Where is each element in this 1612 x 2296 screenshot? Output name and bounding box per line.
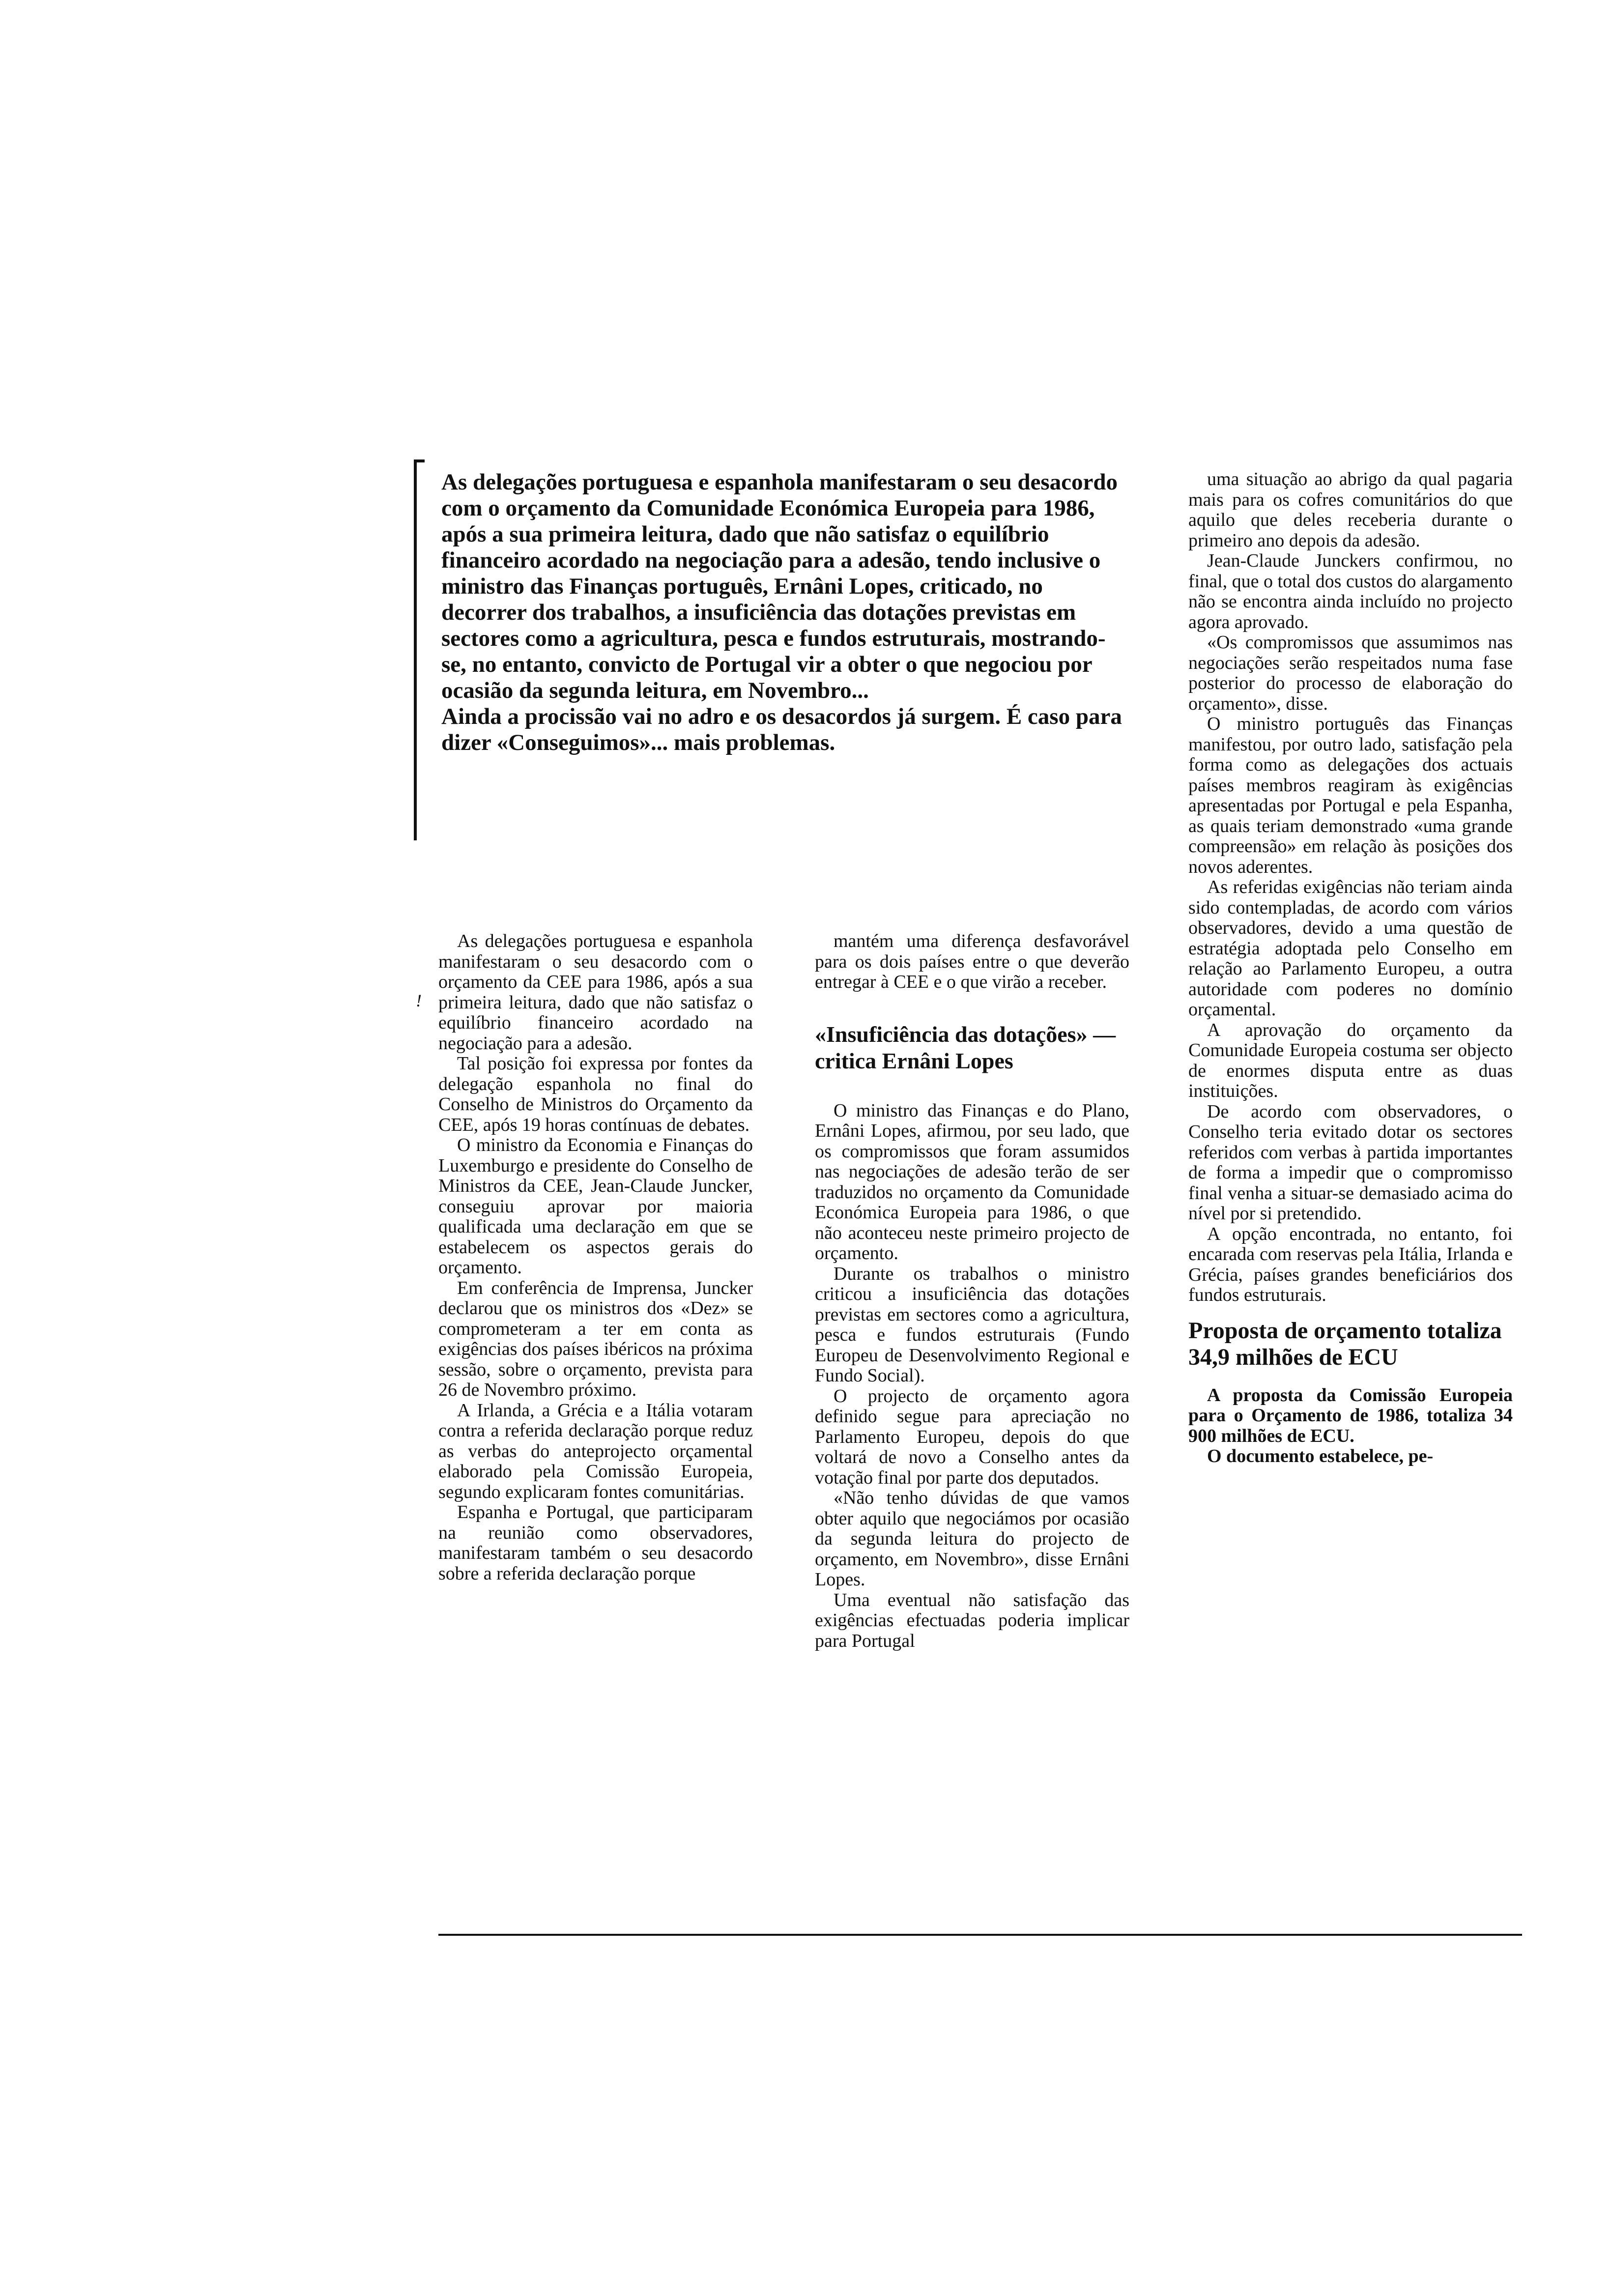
- column-paragraph: Espanha e Portugal, que participaram na reunião como observadores, manifestaram também o seu desacordo sobre a referida declaração porque: [438, 1502, 753, 1584]
- column-paragraph: O projecto de orçamento agora definido segue para apreciação no Parlamento Europeu, depois do que voltará de novo a Conselho antes da votação final por parte dos deputados.: [815, 1385, 1129, 1488]
- lead-vertical-rule: [414, 462, 417, 840]
- column-paragraph: A opção encontrada, no entanto, foi encarada com reservas pela Itália, Irlanda e Grécia, países grandes beneficiários dos fundos estruturais.: [1188, 1223, 1513, 1305]
- column-paragraph: Durante os trabalhos o ministro criticou a insuficiência das dotações previstas em sectores como a agricultura, pesca e fundos estruturais (Fundo Europeu de Desenvolvimento Regional e Fundo Social).: [815, 1263, 1129, 1386]
- column-paragraph: A Irlanda, a Grécia e a Itália votaram contra a referida declaração porque reduz as verbas do anteprojecto orçamental elaborado pela Comissão Europeia, segundo explicaram fontes comunitárias.: [438, 1400, 753, 1502]
- article-column-1: [438, 931, 753, 1584]
- margin-mark: !: [416, 991, 422, 1010]
- article-column-2: [815, 931, 1129, 1651]
- column-paragraph: De acordo com observadores, o Conselho teria evitado dotar os sectores referidos com verbas à partida importantes de forma a impedir que o compromisso final venha a situar-se demasiado acima do nível por si pretendido.: [1188, 1101, 1513, 1224]
- subheading-proposta: Proposta de orçamento totaliza 34,9 milhões de ECU: [1188, 1317, 1502, 1370]
- column-paragraph: As referidas exigências não teriam ainda sido contempladas, de acordo com vários observadores, devido a uma questão de estratégia adoptada pelo Conselho em relação ao Parlamento Europeu, a outra autoridade com poderes no domínio orçamental.: [1188, 877, 1513, 1020]
- article-lead: [441, 469, 1129, 756]
- subheading-insuficiencia: «Insuficiência das dotações» — critica Ernâni Lopes: [815, 1021, 1116, 1073]
- lead-paragraph: As delegações portuguesa e espanhola manifestaram o seu desacordo com o orçamento da Comunidade Económica Europeia para 1986, após a sua primeira leitura, dado que não satisfaz o equilíbrio financeiro acordado na negociação para a adesão, tendo inclusive o ministro das Finanças português, Ernâni Lopes, criticado, no decorrer dos trabalhos, a insuficiência das dotações previstas em sectores como a agricultura, pesca e fundos estruturais, mostrando-se, no entanto, convicto de Portugal vir a obter o que negociou por ocasião da segunda leitura, em Novembro...: [441, 469, 1118, 703]
- column-paragraph: uma situação ao abrigo da qual pagaria mais para os cofres comunitários do que aquilo que deles receberia durante o primeiro ano depois da adesão.: [1188, 469, 1513, 551]
- column-paragraph: «Não tenho dúvidas de que vamos obter aquilo que negociámos por ocasião da segunda leitura do projecto de orçamento, em Novembro», disse Ernâni Lopes.: [815, 1488, 1129, 1590]
- lead-comment: Ainda a procissão vai no adro e os desacordos já surgem. É caso para dizer «Conseguimos»... mais problemas.: [441, 704, 1122, 755]
- column-paragraph: A aprovação do orçamento da Comunidade Europeia costuma ser objecto de enormes disputa entre as duas instituições.: [1188, 1019, 1513, 1101]
- column-paragraph: mantém uma diferença desfavorável para os dois países entre o que deverão entregar à CEE e o que virão a receber.: [815, 931, 1129, 992]
- column-paragraph: O ministro da Economia e Finanças do Luxemburgo e presidente do Conselho de Ministros da CEE, Jean-Claude Juncker, conseguiu aprovar por maioria qualificada uma declaração em que se estabelecem os aspectos gerais do orçamento.: [438, 1135, 753, 1278]
- bottom-rule: [438, 1934, 1522, 1936]
- column-paragraph: O ministro português das Finanças manifestou, por outro lado, satisfação pela forma como as delegações dos actuais países membros reagiram às exigências apresentadas por Portugal e pela Espanha, as quais teriam demonstrado «uma grande compreensão» em relação às posições dos novos aderentes.: [1188, 714, 1513, 877]
- column-paragraph: Tal posição foi expressa por fontes da delegação espanhola no final do Conselho de Ministros do Orçamento da CEE, após 19 horas contínuas de debates.: [438, 1053, 753, 1135]
- column-paragraph: O ministro das Finanças e do Plano, Ernâni Lopes, afirmou, por seu lado, que os compromissos que foram assumidos nas negociações de adesão terão de ser traduzidos no orçamento da Comunidade Económica Europeia para 1986, o que não aconteceu neste primeiro projecto de orçamento.: [815, 1100, 1129, 1263]
- column-paragraph: A proposta da Comissão Europeia para o Orçamento de 1986, totaliza 34 900 milhões de ECU.: [1188, 1384, 1513, 1446]
- column-paragraph: As delegações portuguesa e espanhola manifestaram o seu desacordo com o orçamento da CEE para 1986, após a sua primeira leitura, dado que não satisfaz o equilíbrio financeiro acordado na negociação para a adesão.: [438, 931, 753, 1054]
- column-paragraph: O documento estabelece, pe-: [1207, 1446, 1434, 1466]
- article-column-3: [1188, 469, 1513, 1467]
- column-paragraph: Jean-Claude Junckers confirmou, no final, que o total dos custos do alargamento não se encontra ainda incluído no projecto agora aprovado.: [1188, 550, 1513, 632]
- column-paragraph: «Os compromissos que assumimos nas negociações serão respeitados numa fase posterior do processo de elaboração do orçamento», disse.: [1188, 632, 1513, 714]
- column-paragraph: Uma eventual não satisfação das exigências efectuadas poderia implicar para Portugal: [815, 1589, 1129, 1651]
- column-paragraph: Em conferência de Imprensa, Juncker declarou que os ministros dos «Dez» se comprometeram a ter em conta as exigências dos países ibéricos na próxima sessão, sobre o orçamento, prevista para 26 de Novembro próximo.: [438, 1277, 753, 1400]
